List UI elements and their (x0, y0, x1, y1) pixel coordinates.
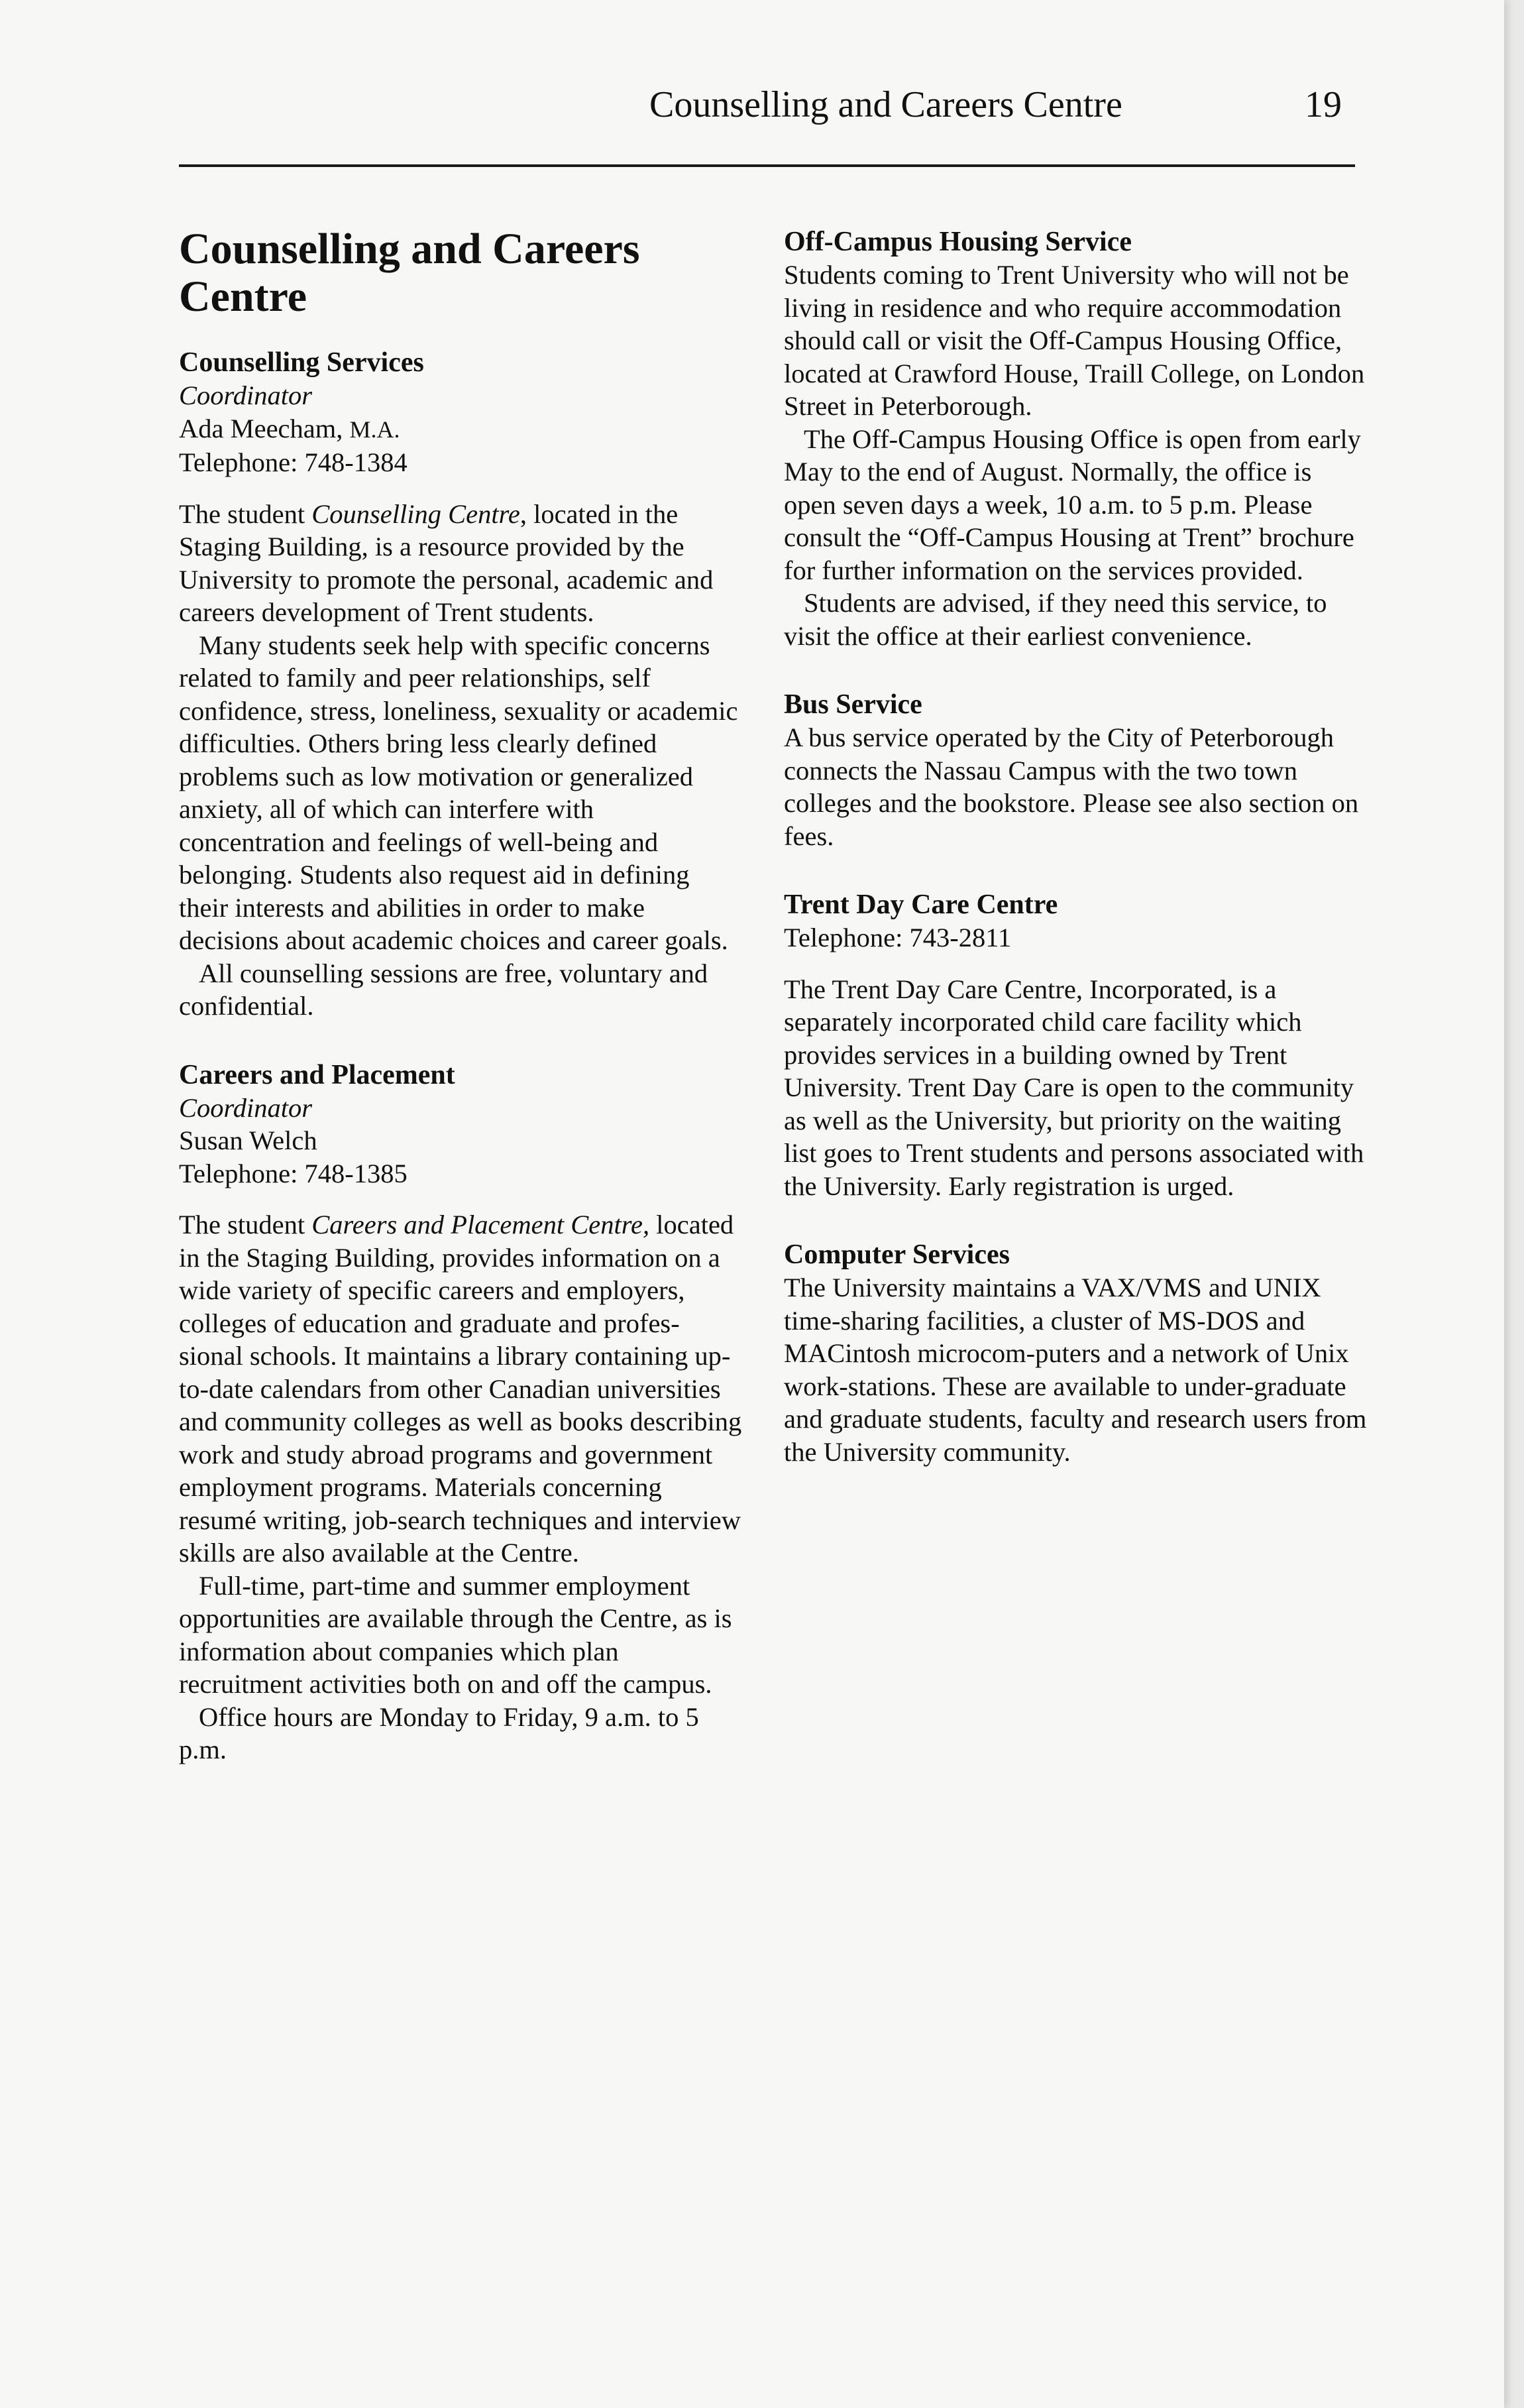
counselling-paragraph-2: Many students seek help with specific concerns related to family and peer relationships, self confidence, stress, loneliness, sexuality or academic difficulties. Others bring less clearly defined problems such as low motivation or generalized anxiety, all of which can interfere with concentration and feelings of well-being and belonging. Students also request aid in defining their interests and abilities in order to make decisions about academic choices and career goals. (179, 630, 738, 955)
bus-service-heading: Bus Service (784, 689, 922, 720)
careers-coordinator-name: Susan Welch (179, 1125, 317, 1155)
counselling-coordinator-name: Ada Meecham, M.A. (179, 413, 400, 443)
careers-paragraph-2: Full-time, part-time and summer employment opportunities are available through the Centre, as is information about companies which plan recruitment activities both on and off the campus. (179, 1570, 732, 1699)
running-head (649, 78, 1342, 131)
careers-paragraph-3: Office hours are Monday to Friday, 9 a.m. to 5 p.m. (179, 1701, 699, 1764)
computer-services-section (784, 1238, 1367, 1468)
day-care-telephone: Telephone: 743-2811 (784, 923, 1012, 952)
page-title: Counselling and Careers Centre (179, 225, 640, 321)
counselling-services-section (179, 346, 742, 1023)
careers-telephone: Telephone: 748-1385 (179, 1158, 408, 1188)
header-rule (179, 164, 1355, 167)
counselling-paragraph-3: All counselling sessions are free, voluntary and confidential. (179, 958, 708, 1021)
housing-paragraph-1: Students coming to Trent University who will not be living in residence and who require accommodation should call or visit the Off-Campus Housing Office, located at Crawford House, Traill College, on London Street in Peterborough. (784, 260, 1365, 421)
counselling-telephone: Telephone: 748-1384 (179, 447, 408, 477)
page-number: 19 (1305, 84, 1342, 125)
left-column (179, 225, 742, 1766)
right-column (784, 225, 1367, 1468)
housing-heading: Off-Campus Housing Service (784, 227, 1132, 257)
bus-service-section (784, 688, 1367, 852)
day-care-heading: Trent Day Care Centre (784, 889, 1058, 920)
counselling-coordinator-role: Coordinator (179, 380, 313, 410)
running-title: Counselling and Careers Centre (649, 84, 1122, 125)
day-care-paragraph: The Trent Day Care Centre, Incorporated, is a separately incorporated child care facility which provides services in a building owned by Trent University. Trent Day Care is open to the community as well as the University, but priority on the waiting list goes to Trent students and persons associated with the University. Early registration is urged. (784, 974, 1364, 1201)
counselling-services-heading: Counselling Services (179, 347, 424, 378)
careers-placement-section (179, 1059, 742, 1766)
day-care-section (784, 888, 1367, 1202)
careers-placement-heading: Careers and Placement (179, 1059, 455, 1090)
housing-section (784, 225, 1367, 652)
computer-services-paragraph: The University maintains a VAX/VMS and UNIX time-sharing facilities, a cluster of MS-DOS and MACintosh microcom-puters and a network of Unix work-stations. These are available to under-graduate and graduate students, faculty and research users from the University community. (784, 1273, 1367, 1467)
careers-paragraph-1: The student Careers and Placement Centre, located in the Staging Building, provides information on a wide variety of specific careers and employers, colleges of education and graduate and profes-sional schools. It maintains a library containing up-to-date calendars from other Canadian universities and community colleges as well as books describing work and study abroad programs and government employment programs. Materials concerning resumé writing, job-search techniques and interview skills are also available at the Centre. (179, 1210, 742, 1568)
counselling-paragraph-1: The student Counselling Centre, located in the Staging Building, is a resource provided by the University to promote the personal, academic and careers development of Trent students. (179, 498, 714, 627)
housing-paragraph-2: The Off-Campus Housing Office is open from early May to the end of August. Normally, the office is open seven days a week, 10 a.m. to 5 p.m. Please consult the “Off-Campus Housing at Trent” brochure for further information on the services provided. (784, 424, 1361, 585)
computer-services-heading: Computer Services (784, 1239, 1010, 1270)
bus-service-paragraph: A bus service operated by the City of Peterborough connects the Nassau Campus with the two town colleges and the bookstore. Please see also section on fees. (784, 722, 1359, 851)
housing-paragraph-3: Students are advised, if they need this service, to visit the office at their earliest convenience. (784, 588, 1327, 651)
careers-coordinator-role: Coordinator (179, 1092, 313, 1123)
